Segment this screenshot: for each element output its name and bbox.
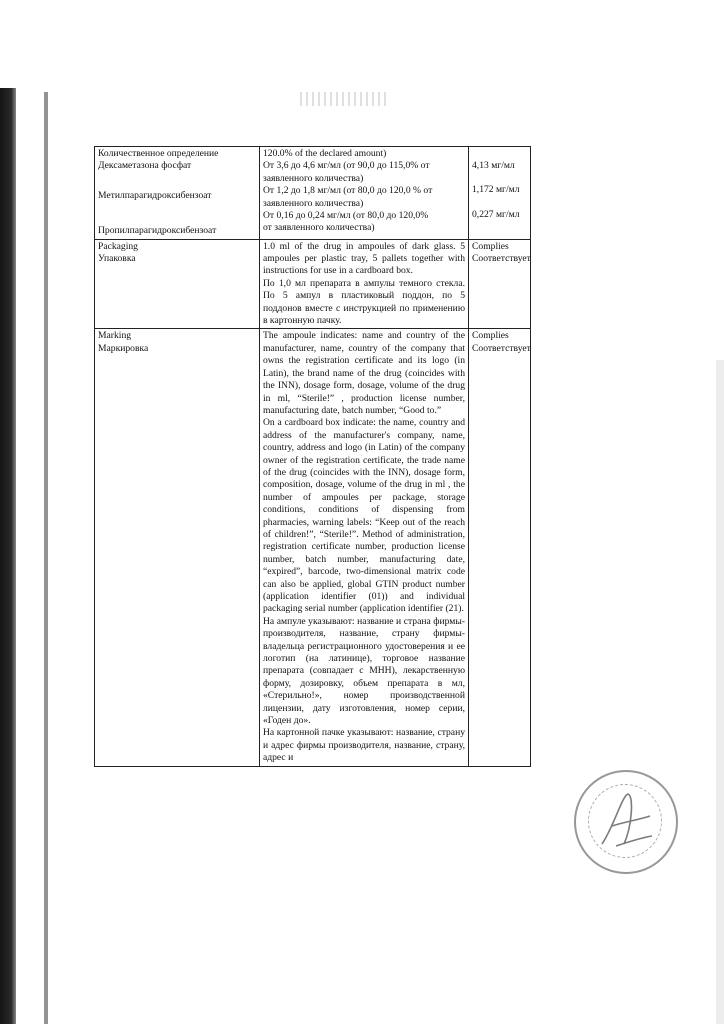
quant-result-cell <box>469 147 531 240</box>
marking-parameter-en: Marking <box>98 330 132 342</box>
specification-table <box>94 146 531 767</box>
scan-vertical-streak <box>44 92 48 1024</box>
marking-spec-en-ampoule: The ampoule indicates: name and country of the manufacturer, name, country of the company that owns the registration certificate and its logo (in Latin), the brand name of the drug (coincides with the INN), dosage form, dosage, volume of the drug in ml, “Sterile!” , production license number, manufacturing date, batch number, “Good to.” <box>263 330 465 416</box>
marking-result-en: Complies <box>472 330 509 342</box>
quant-spec-cell <box>260 147 469 240</box>
packaging-parameter-cell <box>95 239 260 329</box>
quant-parameter-dexamethasone: Дексаметазона фосфат <box>98 160 192 172</box>
scan-right-shade <box>716 360 724 1024</box>
official-stamp <box>574 770 678 874</box>
marking-parameter-ru: Маркировка <box>98 342 149 354</box>
packaging-spec-en: 1.0 ml of the drug in ampoules of dark glass. 5 ampoules per plastic tray, 5 pallets together with instructions for use in a cardboard box. <box>263 240 465 277</box>
marking-parameter-cell <box>95 329 260 766</box>
packaging-spec-ru: По 1,0 мл препарата в ампулы темного стекла. По 5 ампул в пластиковый поддон, по 5 поддонов вместе с инструкцией по применению в картонную пачку. <box>263 277 465 327</box>
quant-parameter-propylparaben: Пропилпарагидроксибензоат <box>98 225 217 237</box>
quant-spec-line: от заявленного количества) <box>263 222 375 234</box>
scan-noise <box>300 92 390 106</box>
packaging-result-cell <box>469 239 531 329</box>
marking-spec-ru-ampoule: На ампуле указывают: название и страна фирмы-производителя, название, страну фирмы-владельца регистрационного удостоверения и ее логотип (на латинице), торговое название препарата (совпадает с МНН), лекарственную форму, дозировку, объем препарата в мл, «Стерильно!», номер производственной лицензии, дату изготовления, номер серии, «Годен до». <box>263 615 465 727</box>
quant-result-propylparaben: 0,227 мг/мл <box>472 208 520 220</box>
marking-spec-en-box: On a cardboard box indicate: the name, country and address of the manufacturer's company, name, country, address and logo (in Latin) of the company owner of the registration certificate, the trade name of the drug (coincides with the INN), dosage form, composition, dosage, volume of the drug in ml , the number of ampoules per package, storage conditions, conditions of dispensing from pharmacies, warning labels: “Keep out of the reach of children!”, “Sterile!”. Method of administration, registration certificate number, production license number, batch number, manufacturing date, “expired”, barcode, two-dimensional matrix code can also be applied, global GTIN product number (application identifier (01)) and individual packaging serial number (application identifier (21). <box>263 417 465 615</box>
quant-spec-line: От 0,16 до 0,24 мг/мл (от 80,0 до 120,0% <box>263 210 429 222</box>
marking-result-cell <box>469 329 531 766</box>
signature-icon <box>594 786 658 856</box>
quant-spec-line: 120.0% of the declared amount) <box>263 148 387 159</box>
quant-spec-line: От 3,6 до 4,6 мг/мл (от 90,0 до 115,0% от <box>263 160 430 172</box>
quant-parameter-title: Количественное определение <box>98 148 219 159</box>
quant-result-dexamethasone: 4,13 мг/мл <box>472 160 515 171</box>
table-row-packaging <box>95 239 531 329</box>
packaging-parameter-en: Packaging <box>98 240 138 252</box>
packaging-parameter-ru: Упаковка <box>98 253 136 265</box>
quant-result-methylparaben: 1,172 мг/мл <box>472 184 520 196</box>
packaging-spec-cell <box>260 239 469 329</box>
quant-spec-line: От 1,2 до 1,8 мг/мл (от 80,0 до 120,0 % от <box>263 185 433 197</box>
quant-spec-line: заявленного количества) <box>263 172 364 184</box>
marking-spec-cell <box>260 329 469 766</box>
marking-spec-ru-box: На картонной пачке указывают: название, страну и адрес фирмы производителя, название, страну, адрес и <box>263 727 465 764</box>
quant-parameter-methylparaben: Метилпарагидроксибензоат <box>98 189 212 201</box>
marking-result-ru: Соответствует <box>472 342 531 354</box>
quant-parameter-cell <box>95 147 260 240</box>
quant-spec-line: заявленного количества) <box>263 197 364 209</box>
table-row-quantitative <box>95 147 531 240</box>
packaging-result-ru: Соответствует <box>472 253 531 265</box>
table-row-marking <box>95 329 531 766</box>
packaging-result-en: Complies <box>472 240 509 252</box>
scan-dark-edge <box>0 88 16 1024</box>
